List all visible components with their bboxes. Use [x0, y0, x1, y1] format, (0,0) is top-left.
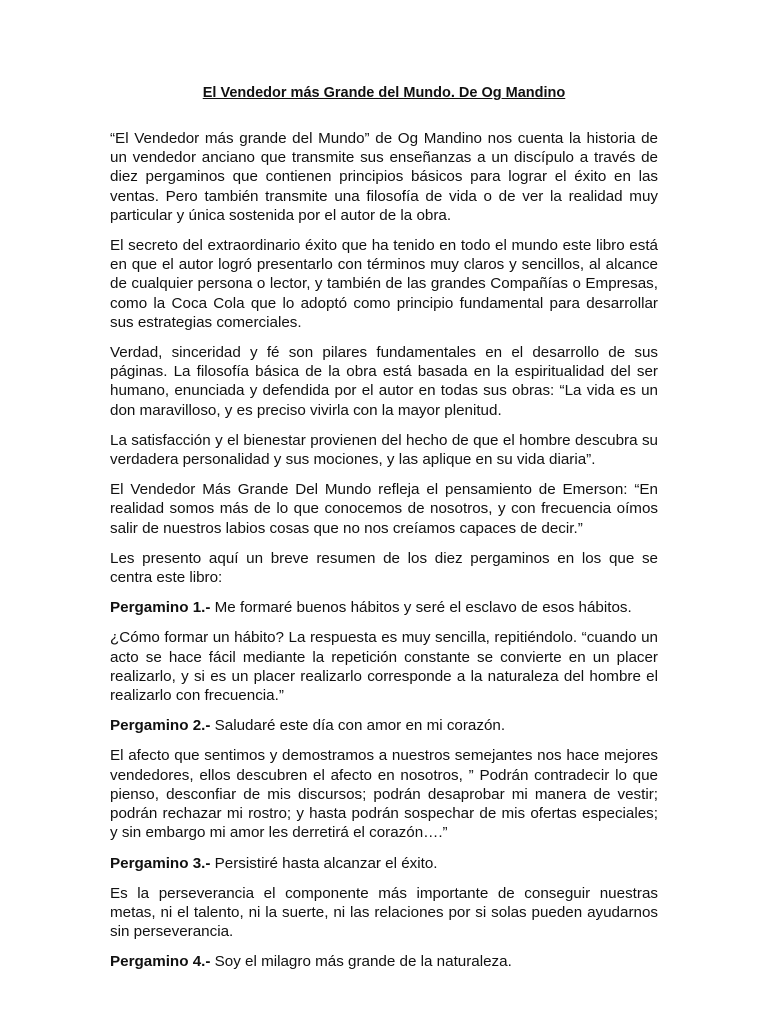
pergamino-1-text: Me formaré buenos hábitos y seré el esclavo de esos hábitos. — [210, 599, 632, 617]
satisfaction-paragraph: La satisfacción y el bienestar provienen del hecho de que el hombre descubra su verdadera personalidad y sus mociones, y las aplique en su vida diaria”. — [110, 431, 658, 469]
pergamino-4-heading — [110, 952, 658, 971]
philosophy-paragraph: Verdad, sinceridad y fé son pilares fundamentales en el desarrollo de sus páginas. La filosofía básica de la obra está basada en la espiritualidad del ser humano, enunciada y defendida por el autor en todas sus obras: “La vida es un don maravilloso, y es preciso vivirla con la mayor plenitud. — [110, 344, 658, 419]
pergamino-1-body: ¿Cómo formar un hábito? La respuesta es muy sencilla, repitiéndolo. “cuando un acto se hace fácil mediante la repetición constante se convierte en un placer realizarlo, y si es un placer realizarlo corresponde a la naturaleza del hombre el realizarlo con frecuencia.” — [110, 629, 658, 705]
success-secret-paragraph: El secreto del extraordinario éxito que ha tenido en todo el mundo este libro está en que el autor logró presentarlo con términos muy claros y sencillos, al alcance de cualquier persona o lector, y también de las grandes Compañías o Empresas, como la Coca Cola que lo adoptó como principio fundamental para desarrollar sus estrategias comerciales. — [110, 237, 658, 331]
pergamino-3-body: Es la perseverancia el componente más importante de conseguir nuestras metas, ni el talento, ni la suerte, ni las relaciones por si solas pueden ayudarnos sin perseverancia. — [110, 884, 658, 941]
pergamino-2-label: Pergamino 2.- — [110, 717, 211, 735]
intro-paragraph: “El Vendedor más grande del Mundo” de Og Mandino nos cuenta la historia de un vendedor anciano que transmite sus enseñanzas a un discípulo a través de diez pergaminos que contienen principios básicos para lograr el éxito en las ventas. Pero también transmite una filosofía de vida o de ver la realidad muy particular y única sostenida por el autor de la obra. — [110, 130, 658, 224]
pergamino-1-heading — [110, 598, 658, 617]
pergamino-4-text: Soy el milagro más grande de la naturaleza. — [210, 953, 512, 971]
pergamino-2-text: Saludaré este día con amor en mi corazón. — [210, 717, 506, 735]
pergamino-2-heading — [110, 716, 658, 735]
emerson-paragraph: El Vendedor Más Grande Del Mundo refleja el pensamiento de Emerson: “En realidad somos más de lo que conocemos de nosotros, y con frecuencia oímos salir de nuestros labios cosas que no nos creíamos capaces de decir.” — [110, 481, 658, 537]
document-title: El Vendedor más Grande del Mundo. De Og Mandino — [202, 85, 566, 101]
document-page — [110, 84, 658, 983]
pergamino-2-body: El afecto que sentimos y demostramos a nuestros semejantes nos hace mejores vendedores, ellos descubren el afecto en nosotros, ” Podrán contradecir lo que pienso, desconfiar de mis discursos; podrán desaprobar mi manera de vestir; podrán rechazar mi rostro; y hasta podrán sospechar de mis ofertas especiales; y sin embargo mi amor les derretirá el corazón….” — [110, 747, 658, 842]
pergamino-4-label: Pergamino 4.- — [110, 953, 211, 971]
pergamino-1-label: Pergamino 1.- — [110, 599, 211, 617]
pergamino-3-text: Persistiré hasta alcanzar el éxito. — [210, 854, 438, 872]
pergamino-3-label: Pergamino 3.- — [110, 854, 211, 872]
summary-intro-paragraph: Les presento aquí un breve resumen de los diez pergaminos en los que se centra este libro: — [110, 549, 658, 587]
pergamino-3-heading — [110, 854, 658, 873]
